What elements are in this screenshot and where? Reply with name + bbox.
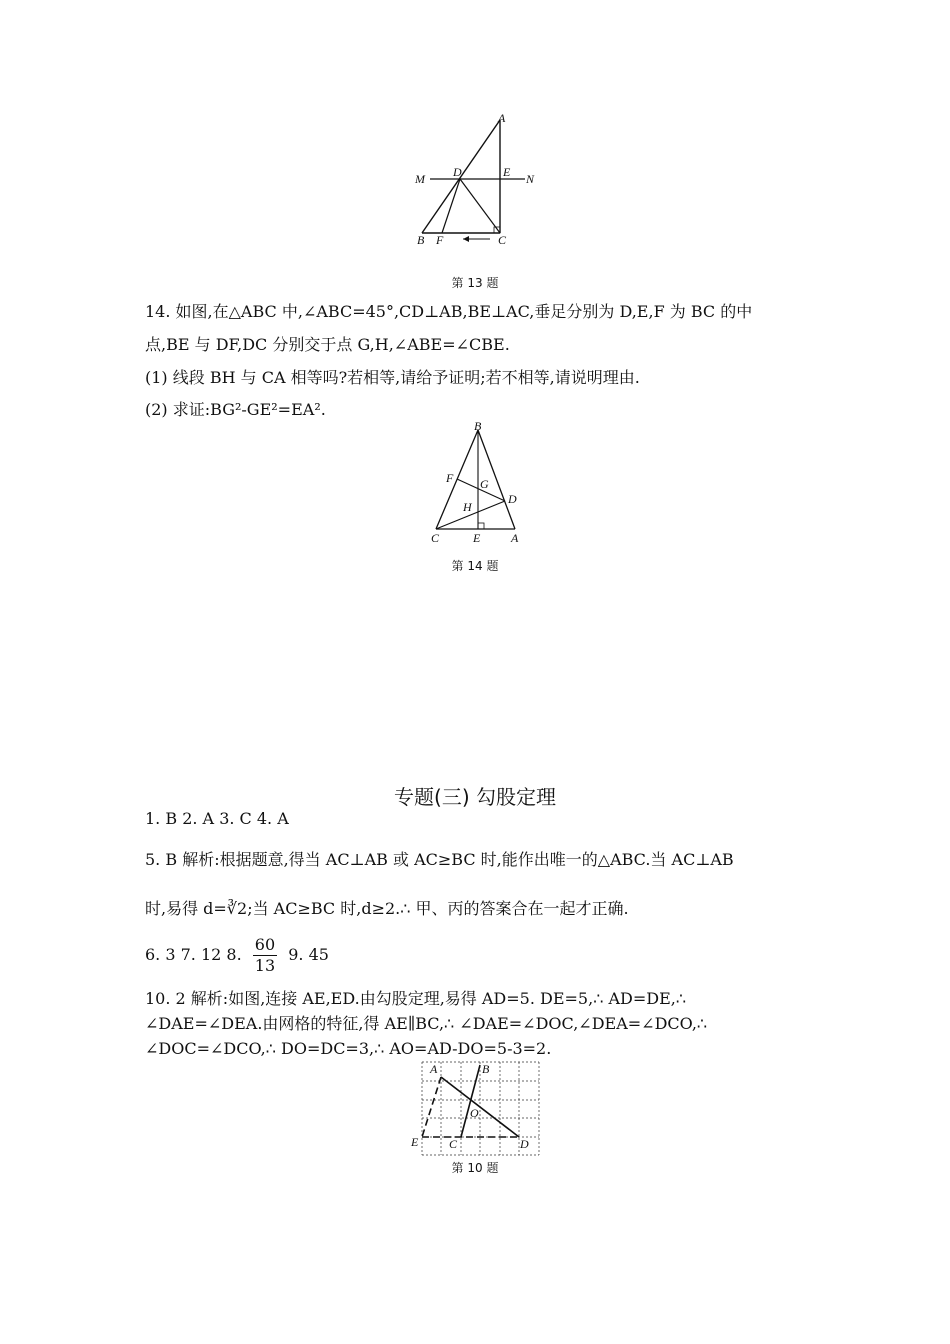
answer-9-text: 9. 45 <box>288 945 329 964</box>
fig14-label-a: A <box>511 531 519 545</box>
fig10-label-o: O <box>470 1106 479 1120</box>
answer-10-line-1: 10. 2 解析:如图,连接 AE,ED.由勾股定理,易得 AD=5. DE=5,∴ AD=DE,∴ <box>145 989 687 1008</box>
fig14-label-d: D <box>508 492 517 506</box>
fig10-label-e: E <box>411 1135 419 1149</box>
answers-1-4: 1. B 2. A 3. C 4. A <box>145 809 289 828</box>
figure-13-caption: 第 13 题 <box>451 276 499 290</box>
answer-10-line-2: ∠DAE=∠DEA.由网格的特征,得 AE∥BC,∴ ∠DAE=∠DOC,∠DEA=∠DCO,∴ <box>145 1014 708 1033</box>
problem-14-part-1: (1) 线段 BH 与 CA 相等吗?若相等,请给予证明;若不相等,请说明理由. <box>145 368 640 387</box>
fig14-label-c: C <box>431 531 440 545</box>
figure-13 <box>405 110 555 250</box>
answer-8-numerator: 60 <box>254 935 276 954</box>
fig10-label-c: C <box>449 1137 458 1151</box>
answers-6-9 <box>145 933 329 977</box>
answers-6-8-text: 6. 3 7. 12 8. <box>145 945 242 964</box>
figure-10 <box>405 1058 550 1160</box>
fig13-label-b: B <box>417 233 425 247</box>
fig13-label-m: M <box>415 172 425 186</box>
figure-10-caption: 第 10 题 <box>451 1161 499 1175</box>
answer-8-fraction <box>253 935 277 976</box>
fig13-label-c: C <box>498 233 507 247</box>
answer-5-line-2: 时,易得 d=∛2;当 AC≥BC 时,d≥2.∴ 甲、丙的答案合在一起才正确. <box>145 899 629 918</box>
answer-10-line-3: ∠DOC=∠DCO,∴ DO=DC=3,∴ AO=AD-DO=5-3=2. <box>145 1039 552 1058</box>
fig13-label-n: N <box>526 172 535 186</box>
fig10-label-a: A <box>430 1062 438 1076</box>
problem-14-part-2: (2) 求证:BG²-GE²=EA². <box>145 400 326 419</box>
fig13-label-d: D <box>453 165 462 179</box>
fig13-label-e: E <box>503 165 511 179</box>
section-title: 专题(三) 勾股定理 <box>394 785 556 809</box>
fig14-label-g: G <box>480 477 489 491</box>
problem-14-line-1: 14. 如图,在△ABC 中,∠ABC=45°,CD⊥AB,BE⊥AC,垂足分别为 D,E,F 为 BC 的中 <box>145 302 753 321</box>
fig14-label-e: E <box>473 531 481 545</box>
fig13-label-a: A <box>498 111 506 125</box>
problem-14-line-2: 点,BE 与 DF,DC 分别交于点 G,H,∠ABE=∠CBE. <box>145 335 510 354</box>
fig14-label-h: H <box>463 500 472 514</box>
fig10-label-b: B <box>482 1062 490 1076</box>
figure-14-caption: 第 14 题 <box>451 559 499 573</box>
fig14-label-b: B <box>474 419 482 433</box>
fig10-label-d: D <box>520 1137 529 1151</box>
answer-8-denominator: 13 <box>254 956 276 975</box>
fig14-label-f: F <box>446 471 454 485</box>
answer-5-line-1: 5. B 解析:根据题意,得当 AC⊥AB 或 AC≥BC 时,能作出唯一的△ABC.当 AC⊥AB <box>145 850 734 869</box>
fig13-label-f: F <box>436 233 444 247</box>
figure-14 <box>425 418 525 548</box>
